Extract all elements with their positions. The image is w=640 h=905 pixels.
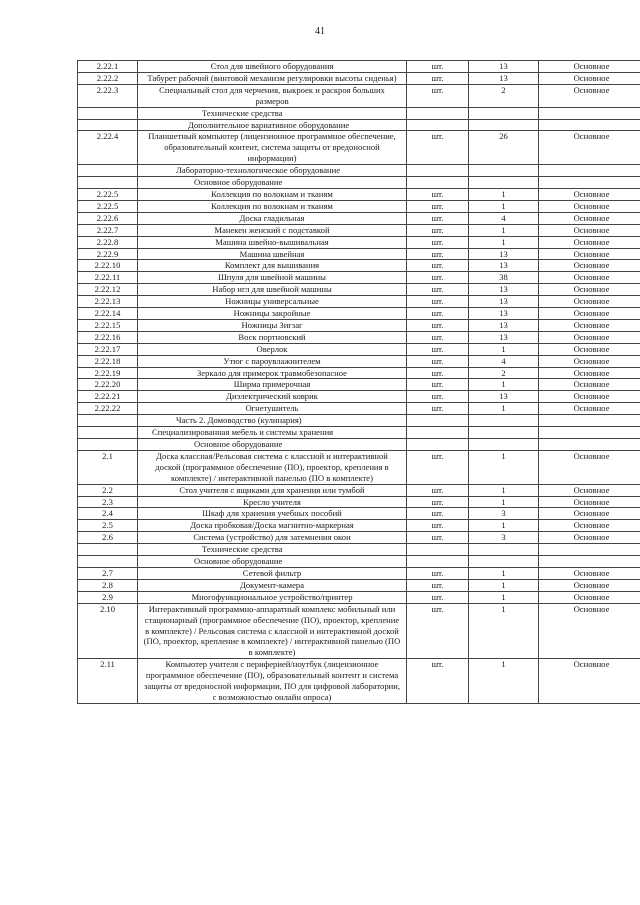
cell-number: 2.22.18 [78,355,138,367]
section-title: Основное оборудование [194,177,283,188]
table-row [78,659,640,704]
cell-unit: шт. [407,331,469,343]
cell-name: Ножницы закройные [138,308,407,320]
cell-type: Основное [539,367,640,379]
cell-quantity: 2 [469,367,539,379]
cell-number: 2.22.3 [78,84,138,107]
cell-number [78,556,138,568]
cell-number: 2.22.21 [78,391,138,403]
cell-quantity: 13 [469,284,539,296]
cell-number: 2.22.22 [78,403,138,415]
cell-type: Основное [539,224,640,236]
cell-quantity: 13 [469,391,539,403]
table-row [78,508,640,520]
cell-name: Компьютер учителя с периферией/ноутбук (лицензионное программное обеспечение (ПО), образовательный контент и система защиты от вредоносной информации, ПО для цифровой лаборатории, с возможностью онлайн опроса) [138,659,407,704]
section-row [78,415,640,427]
section-row [78,544,640,556]
cell-name: Машина швейная [138,248,407,260]
cell-name: Ширма примерочная [138,379,407,391]
table-row [78,296,640,308]
cell-number: 2.5 [78,520,138,532]
cell-unit [407,107,469,119]
cell-unit: шт. [407,248,469,260]
cell-quantity [469,119,539,131]
cell-number: 2.10 [78,603,138,659]
cell-number: 2.22.5 [78,188,138,200]
cell-number [78,415,138,427]
section-row [78,119,640,131]
cell-type: Основное [539,284,640,296]
section-row [78,107,640,119]
cell-name: Доска классная/Рельсовая система с классной и интерактивной доской (программное обеспечение (ПО), проектор, крепления в комплекте) / интерактивной панелью (ПО в комплекте) [138,450,407,484]
cell-name: Планшетный компьютер (лицензионное программное обеспечение, образовательный контент, система защиты от вредоносной информации) [138,131,407,165]
cell-name: Сетевой фильтр [138,567,407,579]
cell-type: Основное [539,188,640,200]
cell-unit: шт. [407,659,469,704]
cell-number: 2.22.6 [78,212,138,224]
cell-name: Система (устройство) для затемнения окон [138,532,407,544]
cell-number [78,427,138,439]
cell-unit [407,177,469,189]
cell-name: Утюг с пароувлажнителем [138,355,407,367]
cell-unit: шт. [407,355,469,367]
cell-quantity: 13 [469,319,539,331]
cell-type [539,107,640,119]
cell-unit [407,544,469,556]
cell-quantity [469,107,539,119]
cell-name: Шпуля для швейной машины [138,272,407,284]
table-row [78,131,640,165]
table-row [78,532,640,544]
cell-unit: шт. [407,532,469,544]
cell-type: Основное [539,450,640,484]
cell-unit [407,439,469,451]
cell-number: 2.22.15 [78,319,138,331]
cell-number: 2.9 [78,591,138,603]
cell-unit: шт. [407,567,469,579]
cell-number: 2.4 [78,508,138,520]
cell-type: Основное [539,484,640,496]
table-row [78,496,640,508]
cell-number: 2.22.9 [78,248,138,260]
cell-name: Документ-камера [138,579,407,591]
cell-unit: шт. [407,484,469,496]
cell-type: Основное [539,403,640,415]
cell-quantity: 1 [469,496,539,508]
table-row [78,343,640,355]
cell-type: Основное [539,391,640,403]
equipment-table [77,60,640,704]
cell-unit: шт. [407,272,469,284]
cell-name: Интерактивный программно-аппаратный комплекс мобильный или стационарный (программное обеспечение (ПО), проектор, крепление в комплекте) / Рельсовая система с классной и интерактивной доской (ПО, проектор, крепление в комплекте) / интерактивной панелью (ПО в комплекте) [138,603,407,659]
table-row [78,355,640,367]
cell-type: Основное [539,131,640,165]
section-title: Специализированная мебель и системы хранения [152,427,334,438]
cell-number: 2.22.8 [78,236,138,248]
cell-number: 2.1 [78,450,138,484]
section-row [78,165,640,177]
cell-type: Основное [539,331,640,343]
section-row [78,556,640,568]
cell-quantity: 38 [469,272,539,284]
cell-number: 2.22.5 [78,200,138,212]
cell-unit: шт. [407,319,469,331]
cell-name: Специальный стол для черчения, выкроек и раскроя больших размеров [138,84,407,107]
cell-quantity [469,165,539,177]
cell-type: Основное [539,260,640,272]
cell-type: Основное [539,296,640,308]
cell-name: Набор игл для швейной машины [138,284,407,296]
cell-name: Шкаф для хранения учебных пособий [138,508,407,520]
cell-unit: шт. [407,84,469,107]
table-row [78,450,640,484]
cell-number: 2.22.16 [78,331,138,343]
table-row [78,484,640,496]
cell-type [539,439,640,451]
cell-number: 2.22.19 [78,367,138,379]
cell-number [78,439,138,451]
cell-type [539,165,640,177]
cell-number: 2.22.20 [78,379,138,391]
cell-unit: шт. [407,508,469,520]
section-title: Часть 2. Домоводство (кулинария) [176,415,302,426]
cell-type [539,177,640,189]
cell-type: Основное [539,212,640,224]
cell-unit: шт. [407,61,469,73]
cell-number [78,165,138,177]
cell-quantity [469,556,539,568]
section-title: Технические средства [202,544,283,555]
cell-quantity: 1 [469,591,539,603]
cell-type: Основное [539,591,640,603]
cell-unit: шт. [407,224,469,236]
cell-unit: шт. [407,591,469,603]
cell-type: Основное [539,508,640,520]
cell-type: Основное [539,520,640,532]
cell-name: Стол для швейного оборудования [138,61,407,73]
cell-quantity: 13 [469,61,539,73]
cell-name: Оверлок [138,343,407,355]
cell-type: Основное [539,659,640,704]
cell-section-title [138,177,407,189]
cell-type: Основное [539,248,640,260]
cell-type: Основное [539,319,640,331]
cell-number: 2.3 [78,496,138,508]
section-title: Основное оборудование [194,556,283,567]
cell-quantity: 2 [469,84,539,107]
section-title: Основное оборудование [194,439,283,449]
cell-quantity [469,177,539,189]
cell-name: Коллекция по волокнам и тканям [138,188,407,200]
cell-quantity: 1 [469,236,539,248]
cell-type [539,427,640,439]
cell-number: 2.22.14 [78,308,138,320]
cell-name: Кресло учителя [138,496,407,508]
cell-unit [407,556,469,568]
cell-unit: шт. [407,379,469,391]
cell-name: Диэлектрический коврик [138,391,407,403]
cell-unit: шт. [407,308,469,320]
cell-unit: шт. [407,603,469,659]
cell-type: Основное [539,200,640,212]
cell-number [78,107,138,119]
cell-number [78,119,138,131]
cell-type: Основное [539,579,640,591]
cell-unit: шт. [407,343,469,355]
table-row [78,331,640,343]
cell-unit: шт. [407,367,469,379]
cell-quantity: 13 [469,260,539,272]
cell-number: 2.22.12 [78,284,138,296]
table-row [78,272,640,284]
cell-unit: шт. [407,403,469,415]
cell-unit: шт. [407,200,469,212]
cell-number: 2.22.4 [78,131,138,165]
cell-quantity: 26 [469,131,539,165]
cell-name: Коллекция по волокнам и тканям [138,200,407,212]
cell-section-title [138,556,407,568]
cell-number: 2.6 [78,532,138,544]
cell-section-title [138,165,407,177]
cell-name: Зеркало для примерок травмобезопасное [138,367,407,379]
table-row [78,200,640,212]
cell-type: Основное [539,343,640,355]
cell-unit: шт. [407,236,469,248]
cell-quantity: 1 [469,343,539,355]
cell-quantity: 1 [469,403,539,415]
cell-type: Основное [539,379,640,391]
cell-quantity: 4 [469,212,539,224]
cell-unit: шт. [407,520,469,532]
cell-quantity: 3 [469,532,539,544]
cell-section-title [138,415,407,427]
cell-type: Основное [539,308,640,320]
table-row [78,591,640,603]
cell-quantity: 1 [469,484,539,496]
cell-quantity [469,415,539,427]
cell-quantity: 1 [469,200,539,212]
table-row [78,367,640,379]
cell-quantity: 13 [469,296,539,308]
cell-type [539,415,640,427]
cell-quantity [469,439,539,451]
table-row [78,520,640,532]
cell-quantity: 13 [469,248,539,260]
table-row [78,319,640,331]
table-row [78,260,640,272]
cell-quantity: 1 [469,188,539,200]
cell-unit: шт. [407,188,469,200]
cell-quantity: 13 [469,72,539,84]
cell-name: Табурет рабочий (винтовой механизм регулировки высоты сиденья) [138,72,407,84]
table-row [78,391,640,403]
page-number: 41 [315,26,325,37]
cell-number: 2.22.2 [78,72,138,84]
cell-number: 2.8 [78,579,138,591]
cell-quantity: 1 [469,659,539,704]
table-row [78,567,640,579]
cell-unit: шт. [407,284,469,296]
cell-unit [407,165,469,177]
cell-type: Основное [539,532,640,544]
cell-name: Воск портновский [138,331,407,343]
cell-unit: шт. [407,391,469,403]
cell-type [539,544,640,556]
cell-unit [407,119,469,131]
cell-unit [407,415,469,427]
cell-quantity [469,544,539,556]
table-row [78,579,640,591]
table-row [78,61,640,73]
cell-number: 2.11 [78,659,138,704]
cell-unit: шт. [407,296,469,308]
section-title: Технические средства [202,107,283,118]
cell-number: 2.22.11 [78,272,138,284]
cell-unit: шт. [407,260,469,272]
table-row [78,212,640,224]
cell-name: Доска пробковая/Доска магнитно-маркерная [138,520,407,532]
cell-section-title [138,427,407,439]
cell-quantity: 1 [469,579,539,591]
cell-name: Машина швейно-вышивальная [138,236,407,248]
cell-quantity: 1 [469,520,539,532]
cell-unit: шт. [407,450,469,484]
table-row [78,284,640,296]
cell-name: Доска гладильная [138,212,407,224]
cell-section-title [138,544,407,556]
cell-number: 2.7 [78,567,138,579]
cell-number: 2.2 [78,484,138,496]
cell-type: Основное [539,61,640,73]
cell-number: 2.22.17 [78,343,138,355]
cell-quantity: 13 [469,308,539,320]
cell-quantity: 1 [469,224,539,236]
cell-name: Комплект для вышивания [138,260,407,272]
table-body [78,61,640,704]
table-row [78,84,640,107]
cell-unit: шт. [407,131,469,165]
table-row [78,379,640,391]
cell-number [78,544,138,556]
cell-type [539,119,640,131]
table-row [78,308,640,320]
cell-quantity: 1 [469,379,539,391]
table-row [78,72,640,84]
section-row [78,439,640,451]
cell-quantity [469,427,539,439]
cell-unit: шт. [407,579,469,591]
cell-name: Манекен женский с подставкой [138,224,407,236]
cell-type: Основное [539,567,640,579]
cell-section-title [138,119,407,131]
cell-number [78,177,138,189]
cell-name: Стол учителя с ящиками для хранения или тумбой [138,484,407,496]
table-row [78,248,640,260]
cell-section-title [138,439,407,451]
cell-type: Основное [539,603,640,659]
section-row [78,177,640,189]
cell-unit [407,427,469,439]
cell-name: Многофункциональное устройство/принтер [138,591,407,603]
cell-section-title [138,107,407,119]
table-row [78,236,640,248]
cell-unit: шт. [407,212,469,224]
cell-number: 2.22.13 [78,296,138,308]
cell-quantity: 4 [469,355,539,367]
cell-type: Основное [539,355,640,367]
cell-unit: шт. [407,496,469,508]
cell-unit: шт. [407,72,469,84]
cell-type: Основное [539,236,640,248]
table-row [78,603,640,659]
cell-type: Основное [539,272,640,284]
cell-number: 2.22.7 [78,224,138,236]
cell-type: Основное [539,496,640,508]
cell-quantity: 1 [469,450,539,484]
table-row [78,403,640,415]
cell-name: Ножницы универсальные [138,296,407,308]
cell-quantity: 3 [469,508,539,520]
cell-quantity: 13 [469,331,539,343]
table-row [78,224,640,236]
cell-number: 2.22.10 [78,260,138,272]
cell-quantity: 1 [469,567,539,579]
cell-type: Основное [539,72,640,84]
section-title: Дополнительное вариативное оборудование [188,119,350,130]
cell-name: Ножницы Зигзаг [138,319,407,331]
cell-number: 2.22.1 [78,61,138,73]
cell-type: Основное [539,84,640,107]
section-row [78,427,640,439]
cell-name: Огнетушитель [138,403,407,415]
cell-quantity: 1 [469,603,539,659]
cell-type [539,556,640,568]
table-row [78,188,640,200]
section-title: Лабораторно-технологическое оборудование [176,165,341,176]
